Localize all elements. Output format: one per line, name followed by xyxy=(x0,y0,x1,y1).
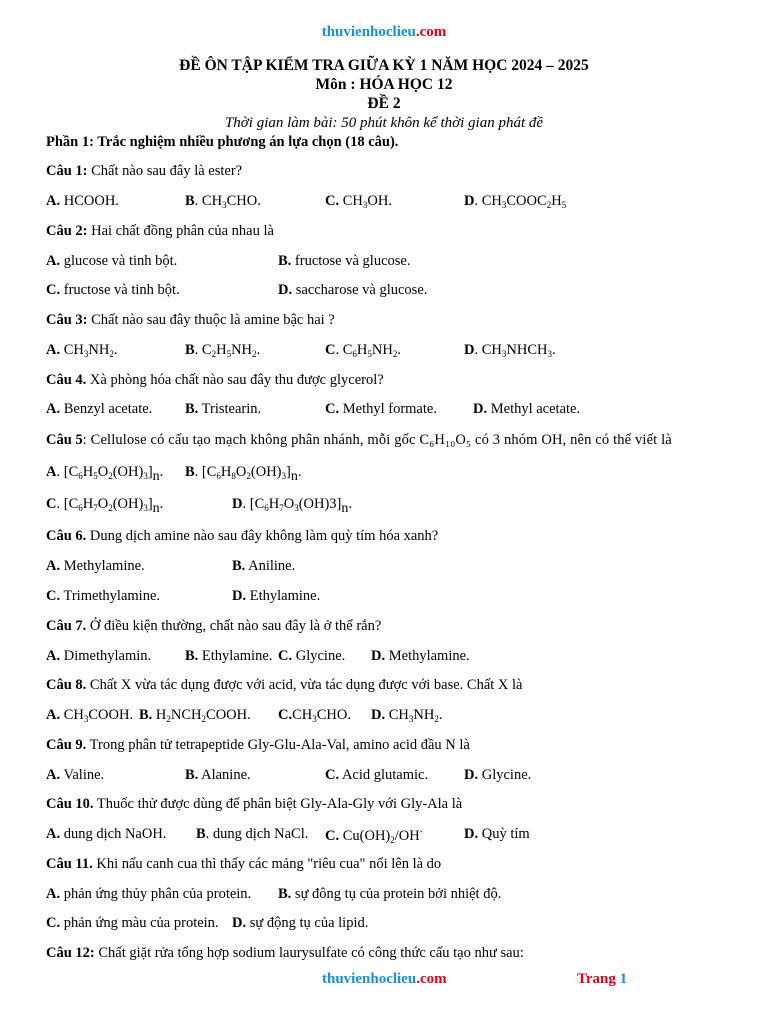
option-b: B. Tristearin. xyxy=(185,401,262,417)
option-a: A. glucose và tinh bột. xyxy=(46,253,178,269)
question-6: Câu 6. Dung dịch amine nào sau đây không làm quỳ tím hóa xanh? xyxy=(46,528,439,544)
option-c: C. $Cu(OH)_2/OH^-$ xyxy=(325,826,423,845)
option-c: $C.CH_3CHO$. xyxy=(278,707,352,724)
question-6-options-ab xyxy=(46,558,726,578)
option-a: A. $CH_3NH_2$. xyxy=(46,342,118,359)
question-label: Câu 1: xyxy=(46,163,88,179)
option-b: B. fructose và glucose. xyxy=(278,253,411,269)
time-note: Thời gian làm bài: 50 phút khôn kể thời gian phát đề xyxy=(224,115,544,131)
site-name: thuvienhoclieu xyxy=(321,24,416,40)
question-4-options xyxy=(46,401,726,421)
option-d: D. $CH_3NH_2$. xyxy=(371,707,443,724)
question-5-options-cd xyxy=(46,496,726,516)
option-d: D. $[C_6H_7O_3(OH)3]n$. xyxy=(232,496,353,516)
question-text: Chất nào sau đây là ester? xyxy=(91,163,243,179)
question-11-options-cd xyxy=(46,915,726,935)
question-10: Câu 10. Thuốc thử được dùng để phân biệt Gly-Ala-Gly với Gly-Ala là xyxy=(46,796,463,812)
question-12: Câu 12: Chất giặt rửa tổng hợp sodium laurysulfate có công thức cấu tạo như sau: xyxy=(46,945,524,961)
part-heading: Phần 1: Trắc nghiệm nhiều phương án lựa chọn (18 câu). xyxy=(46,134,399,150)
option-d: D. saccharose và glucose. xyxy=(278,282,428,298)
option-c: C. Methyl formate. xyxy=(325,401,437,417)
option-b: B. Alanine. xyxy=(185,767,251,783)
option-a: A. Valine. xyxy=(46,767,105,783)
exam-title: ĐỀ ÔN TẬP KIỂM TRA GIỮA KỲ 1 NĂM HỌC 2024 – 2025 xyxy=(179,57,589,74)
option-b: B. $CH_3CHO$. xyxy=(185,193,261,210)
question-9: Câu 9. Trong phân tử tetrapeptide Gly-Glu-Ala-Val, amino acid đầu N là xyxy=(46,737,470,753)
question-1-options xyxy=(46,193,726,213)
question-9-options xyxy=(46,767,726,787)
option-b: B. $H_2NCH_2COOH$. xyxy=(139,707,251,724)
question-3: Câu 3: Chất nào sau đây thuộc là amine bậc hai ? xyxy=(46,312,335,328)
question-2: Câu 2: Hai chất đồng phân của nhau là xyxy=(46,223,274,239)
question-5: Câu 5: Cellulose có cấu tạo mạch không phân nhánh, mỗi gốc C₆H₁₀O₅ có 3 nhóm OH, nên có thể viết là xyxy=(46,432,672,448)
option-d: D. $CH_3NHCH_3$. xyxy=(464,342,556,359)
option-d: D. $CH_3COOC_2H_5$ xyxy=(464,193,567,210)
option-a: A. Methylamine. xyxy=(46,558,145,574)
option-d: D. Quỳ tím xyxy=(464,826,530,842)
option-c: C. Acid glutamic. xyxy=(325,767,429,783)
question-1 xyxy=(46,163,726,183)
option-b: B. Ethylamine. xyxy=(185,648,273,664)
option-a: A. $CH_3COOH$. xyxy=(46,707,134,724)
footer-page xyxy=(577,971,627,988)
question-10-options xyxy=(46,826,726,846)
option-d: D. Methyl acetate. xyxy=(473,401,581,417)
question-6-options-cd xyxy=(46,588,726,608)
option-b: B. dung dịch NaCl. xyxy=(196,826,309,842)
option-a: A. HCOOH. xyxy=(46,193,119,209)
option-b: B. Aniline. xyxy=(232,558,296,574)
option-c: C. $CH_3OH$. xyxy=(325,193,392,210)
option-a: A. $[C_6H_5O_2(OH)_3]n$. xyxy=(46,464,164,484)
site-header xyxy=(0,24,768,41)
question-11-options-ab xyxy=(46,886,726,906)
page-label: Trang xyxy=(577,971,616,987)
option-c: C. $[C_6H_7O_2(OH)_3]n$. xyxy=(46,496,164,516)
option-c: C. Trimethylamine. xyxy=(46,588,161,604)
footer-site: thuvienhoclieu.com xyxy=(322,971,447,987)
option-c: C. phản ứng màu của protein. xyxy=(46,915,219,931)
option-b: B. $C_2H_5NH_2$. xyxy=(185,342,261,359)
option-a: A. phản ứng thủy phân của protein. xyxy=(46,886,252,902)
question-4: Câu 4. Xà phòng hóa chất nào sau đây thu được glycerol? xyxy=(46,372,384,388)
question-7: Câu 7. Ở điều kiện thường, chất nào sau đây là ở thể rắn? xyxy=(46,618,382,634)
option-c: C. Glycine. xyxy=(278,648,346,664)
option-a: A. Benzyl acetate. xyxy=(46,401,153,417)
option-a: A. dung dịch NaOH. xyxy=(46,826,167,842)
question-2-options-ab xyxy=(46,253,726,273)
question-2-options-cd xyxy=(46,282,726,302)
exam-code: ĐỀ 2 xyxy=(367,95,401,112)
option-c: C. $C_6H_5NH_2$. xyxy=(325,342,401,359)
option-d: D. sự động tụ của lipid. xyxy=(232,915,369,931)
option-d: D. Methylamine. xyxy=(371,648,470,664)
option-b: B. sự đông tụ của protein bởi nhiệt độ. xyxy=(278,886,502,902)
question-8: Câu 8. Chất X vừa tác dụng được với acid, vừa tác dụng được với base. Chất X là xyxy=(46,677,523,693)
option-b: B. $[C_6H_8O_2(OH)_3]n$. xyxy=(185,464,302,484)
option-d: D. Glycine. xyxy=(464,767,532,783)
option-d: D. Ethylamine. xyxy=(232,588,321,604)
question-7-options xyxy=(46,648,726,668)
question-8-options xyxy=(46,707,726,727)
question-11: Câu 11. Khi nấu canh cua thì thấy các mảng "riêu cua" nổi lên là do xyxy=(46,856,442,872)
question-5-options-ab xyxy=(46,464,726,484)
exam-subject: Môn : HÓA HỌC 12 xyxy=(315,76,453,93)
option-c: C. fructose và tinh bột. xyxy=(46,282,180,298)
page-number: 1 xyxy=(619,971,628,987)
site-tld: .com xyxy=(415,24,447,40)
option-a: A. Dimethylamin. xyxy=(46,648,152,664)
question-3-options xyxy=(46,342,726,362)
